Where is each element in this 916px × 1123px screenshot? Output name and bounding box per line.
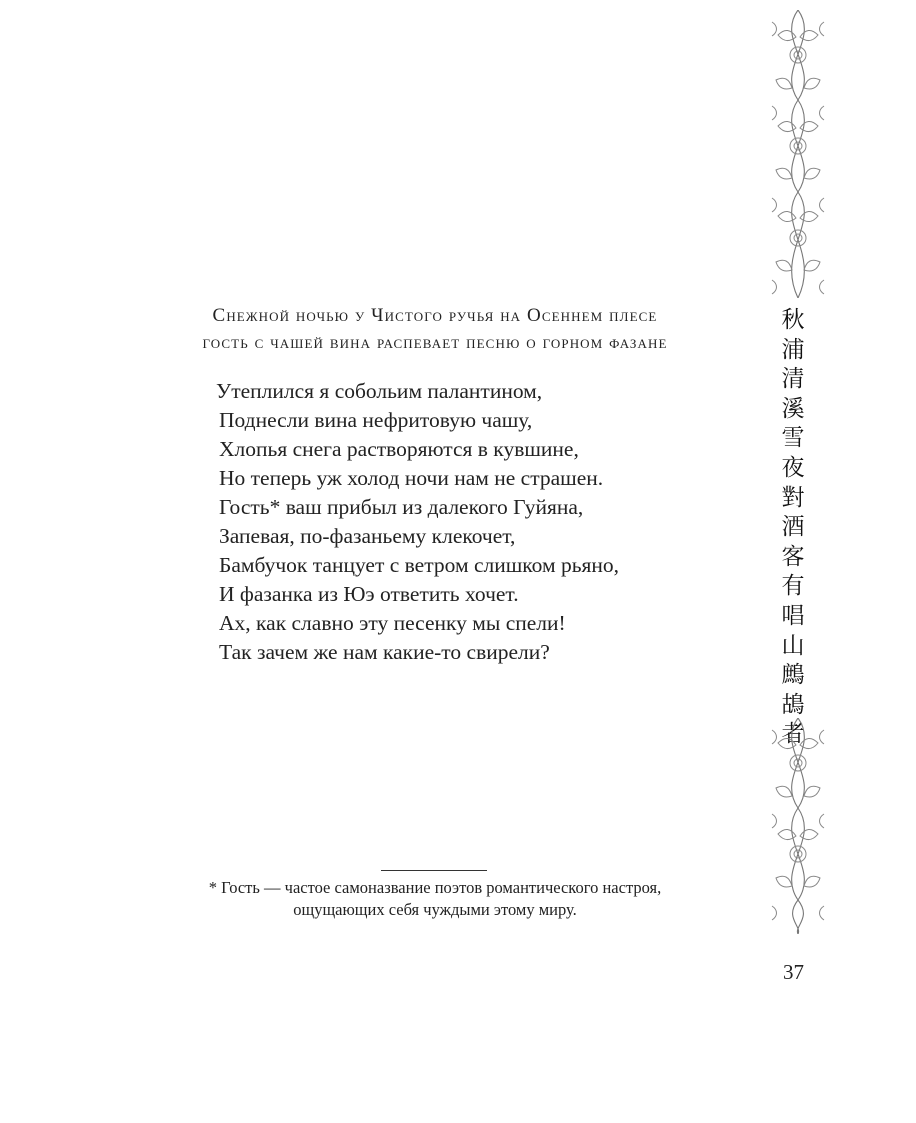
chinese-char: 有 [781, 573, 805, 600]
chinese-char: 溪 [781, 395, 805, 422]
poem-line: Хлопья снега растворяются в кувшине, [219, 437, 579, 461]
poem-line: Гость* ваш прибыл из далекого Гуйяна, [219, 495, 584, 519]
footnote-divider [381, 870, 487, 871]
floral-ornament-bottom [768, 718, 828, 934]
chinese-char: 夜 [781, 454, 805, 481]
chinese-char: 清 [781, 366, 805, 393]
chinese-char: 秋 [781, 307, 805, 333]
poem-line: Поднесли вина нефритовую чашу, [219, 408, 533, 432]
chinese-char: 客 [781, 543, 805, 570]
footnote-line-1: * Гость — частое самоназвание поэтов романтического настроя, [208, 878, 662, 897]
chinese-char: 鴣 [781, 691, 805, 718]
page-title [140, 302, 730, 356]
chinese-char: 鷓 [781, 662, 805, 689]
footnote [140, 877, 730, 921]
chinese-char: 唱 [781, 602, 805, 629]
chinese-char: 浦 [781, 336, 805, 363]
poem-line: Так зачем же нам какие-то свирели? [219, 640, 550, 664]
footnote-line-2: ощущающих себя чуждыми этому миру. [293, 900, 577, 919]
poem-line: Ах, как славно эту песенку мы спели! [219, 611, 566, 635]
poem-line: Но теперь уж холод ночи нам не страшен. [219, 466, 604, 490]
poem-line: Запевая, по-фазаньему клекочет, [219, 524, 516, 548]
chinese-char: 山 [781, 632, 805, 659]
chinese-char: 對 [781, 484, 805, 511]
chinese-char: 者 [781, 721, 805, 748]
page-number: 37 [783, 960, 804, 984]
chinese-title-vertical [770, 306, 816, 750]
title-line-1: Снежной ночью у Чистого ручья на Осеннем плесе [212, 305, 658, 326]
chinese-char: 酒 [781, 514, 805, 541]
poem-line: Утеплился я собольим палантином, [216, 379, 543, 403]
title-line-2: гость с чашей вина распевает песню о горном фазане [202, 332, 668, 353]
poem-line: Бамбучок танцует с ветром слишком рьяно, [219, 553, 620, 577]
floral-ornament-top [768, 10, 828, 298]
poem-stanza [216, 377, 619, 667]
poem-line: И фазанка из Юэ ответить хочет. [219, 582, 519, 606]
chinese-char: 雪 [781, 425, 805, 452]
